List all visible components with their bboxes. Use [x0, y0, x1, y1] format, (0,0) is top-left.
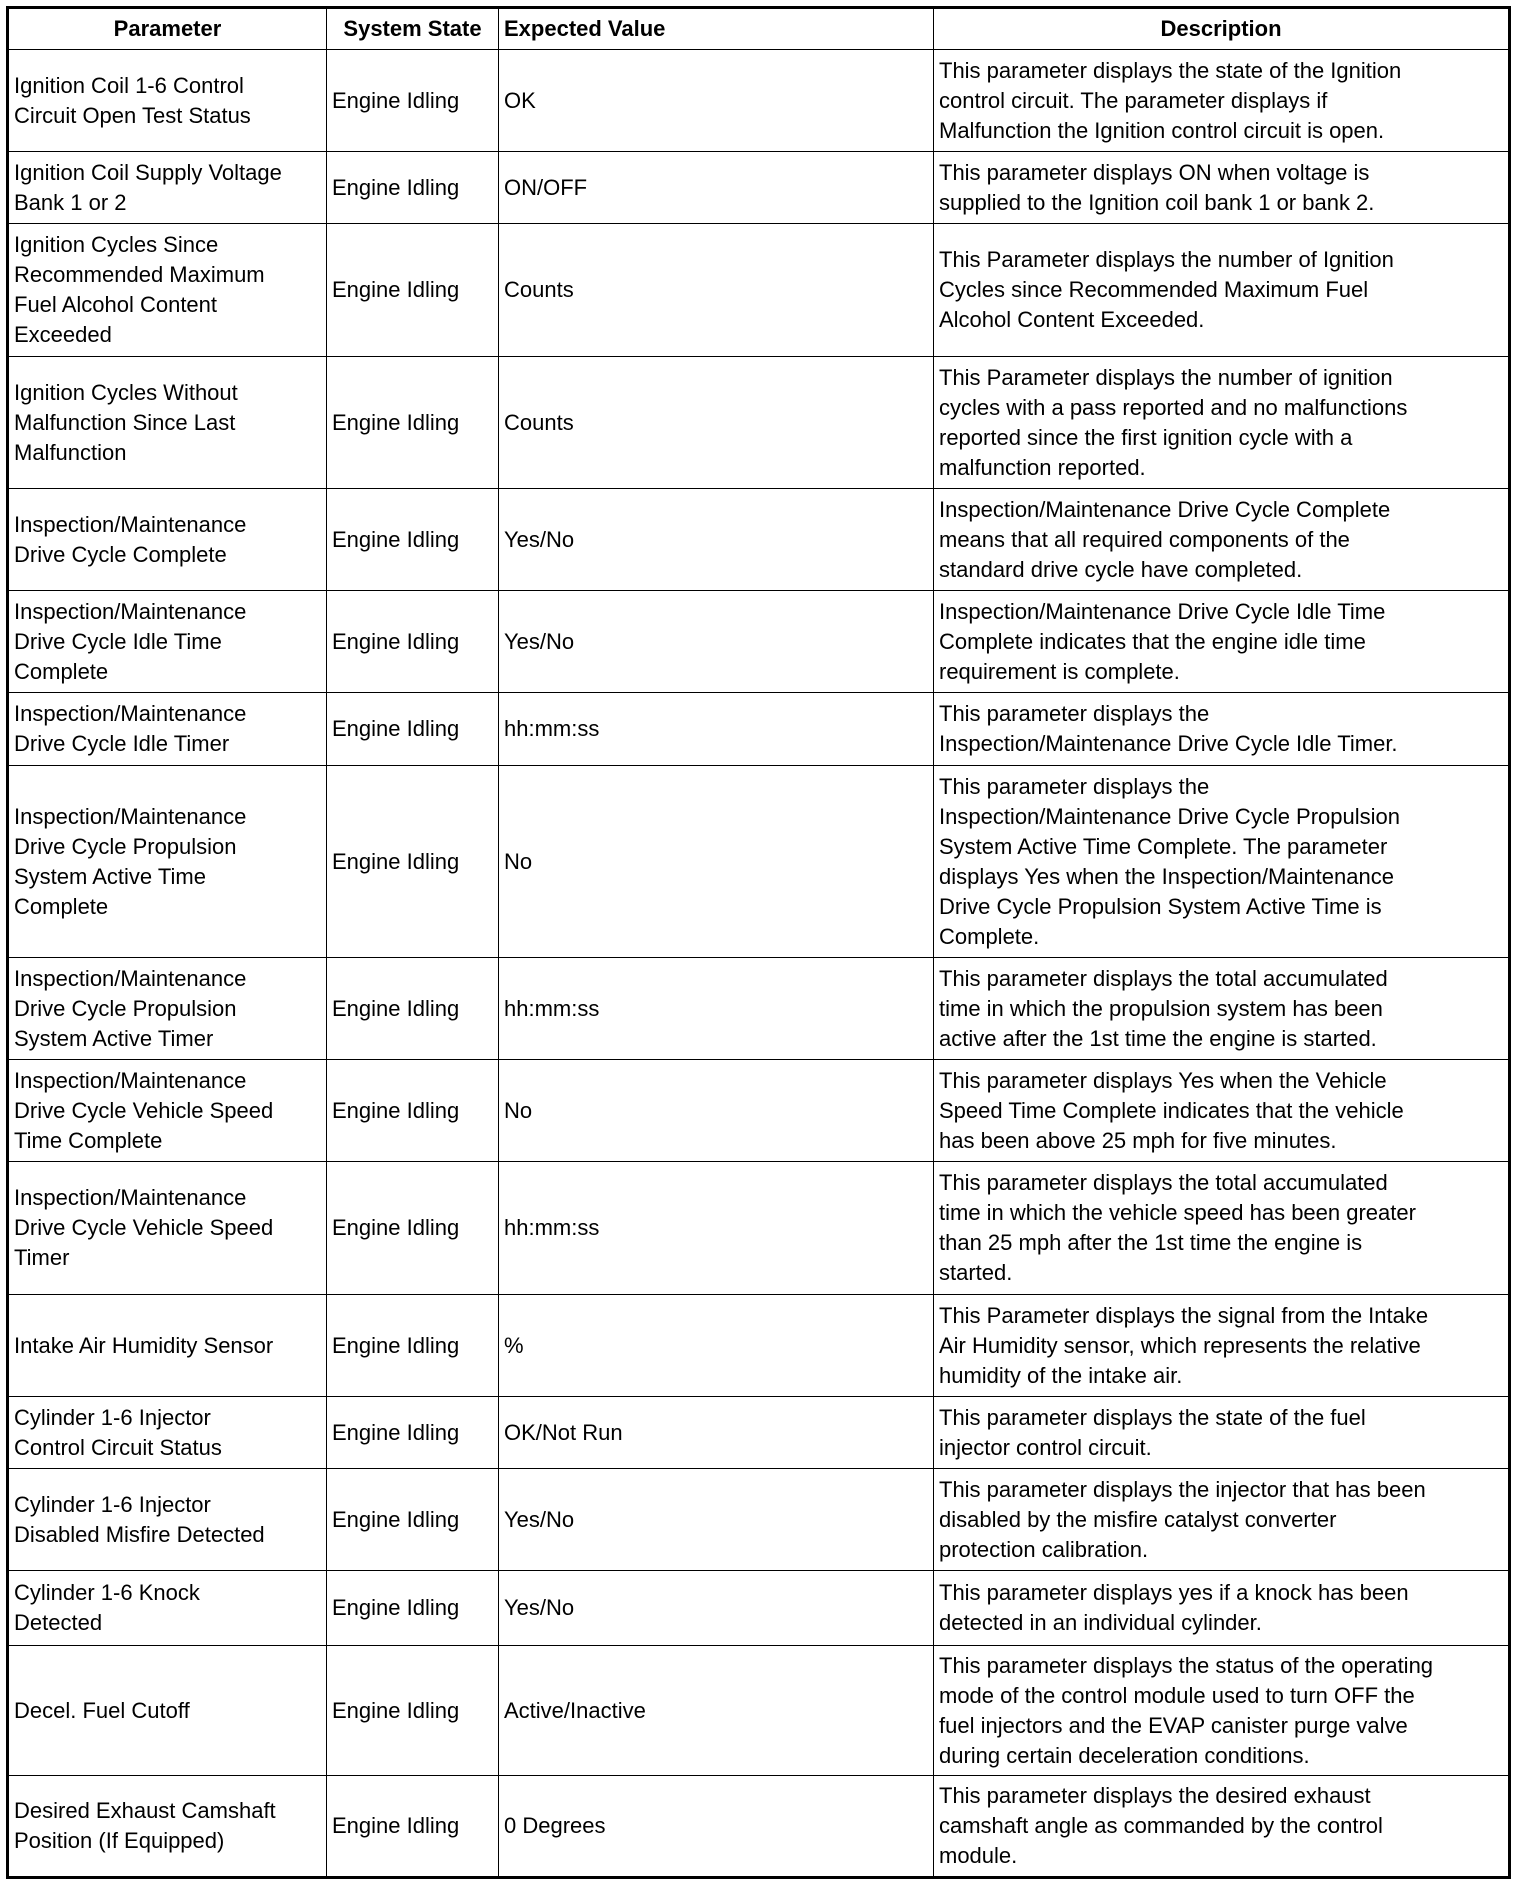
parameter-cell: Inspection/Maintenance Drive Cycle Idle Timer	[8, 693, 327, 766]
system-state-cell: Engine Idling	[327, 489, 499, 591]
parameter-cell: Cylinder 1-6 Knock Detected	[8, 1571, 327, 1646]
header-row	[8, 8, 1510, 50]
table-row	[8, 1295, 1510, 1397]
expected-value-cell: No	[499, 766, 934, 958]
table-row	[8, 357, 1510, 489]
parameter-cell: Inspection/Maintenance Drive Cycle Vehicle Speed Time Complete	[8, 1060, 327, 1162]
parameter-cell: Inspection/Maintenance Drive Cycle Complete	[8, 489, 327, 591]
description-cell: This Parameter displays the number of ignition cycles with a pass reported and no malfunctions reported since the first ignition cycle with a malfunction reported.	[934, 357, 1510, 489]
parameter-cell: Ignition Cycles Since Recommended Maximum Fuel Alcohol Content Exceeded	[8, 224, 327, 357]
description-cell: Inspection/Maintenance Drive Cycle Idle Time Complete indicates that the engine idle time requirement is complete.	[934, 591, 1510, 693]
parameter-cell: Inspection/Maintenance Drive Cycle Vehicle Speed Timer	[8, 1162, 327, 1295]
description-cell: This parameter displays the desired exhaust camshaft angle as commanded by the control module.	[934, 1776, 1510, 1878]
description-cell: This parameter displays the status of the operating mode of the control module used to turn OFF the fuel injectors and the EVAP canister purge valve during certain deceleration conditions.	[934, 1646, 1510, 1776]
parameter-cell: Ignition Coil 1-6 Control Circuit Open Test Status	[8, 50, 327, 152]
description-cell: Inspection/Maintenance Drive Cycle Complete means that all required components of the standard drive cycle have completed.	[934, 489, 1510, 591]
system-state-cell: Engine Idling	[327, 1571, 499, 1646]
system-state-cell: Engine Idling	[327, 1646, 499, 1776]
expected-value-cell: %	[499, 1295, 934, 1397]
description-cell: This parameter displays the Inspection/Maintenance Drive Cycle Propulsion System Active Time Complete. The parameter displays Yes when the Inspection/Maintenance Drive Cycle Propulsion System Active Time is Complete.	[934, 766, 1510, 958]
table-row	[8, 1469, 1510, 1571]
expected-value-cell: No	[499, 1060, 934, 1162]
system-state-cell: Engine Idling	[327, 1397, 499, 1469]
expected-value-cell: ON/OFF	[499, 152, 934, 224]
parameter-cell: Intake Air Humidity Sensor	[8, 1295, 327, 1397]
table-row	[8, 693, 1510, 766]
description-cell: This Parameter displays the signal from the Intake Air Humidity sensor, which represents the relative humidity of the intake air.	[934, 1295, 1510, 1397]
parameter-cell: Cylinder 1-6 Injector Disabled Misfire Detected	[8, 1469, 327, 1571]
system-state-cell: Engine Idling	[327, 591, 499, 693]
description-cell: This parameter displays the total accumulated time in which the vehicle speed has been greater than 25 mph after the 1st time the engine is started.	[934, 1162, 1510, 1295]
description-cell: This parameter displays the state of the fuel injector control circuit.	[934, 1397, 1510, 1469]
table-row	[8, 1776, 1510, 1878]
parameter-cell: Desired Exhaust Camshaft Position (If Equipped)	[8, 1776, 327, 1878]
table-row	[8, 1397, 1510, 1469]
expected-value-cell: Yes/No	[499, 1571, 934, 1646]
header-system-state: System State	[327, 8, 499, 50]
expected-value-cell: OK	[499, 50, 934, 152]
expected-value-cell: hh:mm:ss	[499, 1162, 934, 1295]
expected-value-cell: Yes/No	[499, 591, 934, 693]
description-cell: This parameter displays the injector that has been disabled by the misfire catalyst converter protection calibration.	[934, 1469, 1510, 1571]
table-row	[8, 50, 1510, 152]
system-state-cell: Engine Idling	[327, 1776, 499, 1878]
expected-value-cell: Yes/No	[499, 1469, 934, 1571]
parameter-cell: Decel. Fuel Cutoff	[8, 1646, 327, 1776]
description-cell: This parameter displays the state of the Ignition control circuit. The parameter displays if Malfunction the Ignition control circuit is open.	[934, 50, 1510, 152]
expected-value-cell: hh:mm:ss	[499, 693, 934, 766]
expected-value-cell: Active/Inactive	[499, 1646, 934, 1776]
parameter-table	[6, 6, 1511, 1879]
expected-value-cell: hh:mm:ss	[499, 958, 934, 1060]
expected-value-cell: Counts	[499, 357, 934, 489]
system-state-cell: Engine Idling	[327, 958, 499, 1060]
table-row	[8, 224, 1510, 357]
parameter-cell: Cylinder 1-6 Injector Control Circuit Status	[8, 1397, 327, 1469]
system-state-cell: Engine Idling	[327, 50, 499, 152]
description-cell: This Parameter displays the number of Ignition Cycles since Recommended Maximum Fuel Alcohol Content Exceeded.	[934, 224, 1510, 357]
system-state-cell: Engine Idling	[327, 152, 499, 224]
description-cell: This parameter displays ON when voltage is supplied to the Ignition coil bank 1 or bank 2.	[934, 152, 1510, 224]
table-row	[8, 591, 1510, 693]
expected-value-cell: Yes/No	[499, 489, 934, 591]
table-row	[8, 766, 1510, 958]
table-row	[8, 1162, 1510, 1295]
parameter-cell: Ignition Cycles Without Malfunction Since Last Malfunction	[8, 357, 327, 489]
system-state-cell: Engine Idling	[327, 1060, 499, 1162]
table-row	[8, 1060, 1510, 1162]
table-row	[8, 489, 1510, 591]
header-parameter: Parameter	[8, 8, 327, 50]
expected-value-cell: Counts	[499, 224, 934, 357]
parameter-cell: Inspection/Maintenance Drive Cycle Propulsion System Active Time Complete	[8, 766, 327, 958]
table-row	[8, 1571, 1510, 1646]
header-expected-value: Expected Value	[499, 8, 934, 50]
description-cell: This parameter displays the total accumulated time in which the propulsion system has been active after the 1st time the engine is started.	[934, 958, 1510, 1060]
table-row	[8, 1646, 1510, 1776]
system-state-cell: Engine Idling	[327, 1295, 499, 1397]
parameter-cell: Inspection/Maintenance Drive Cycle Idle Time Complete	[8, 591, 327, 693]
system-state-cell: Engine Idling	[327, 1162, 499, 1295]
expected-value-cell: OK/Not Run	[499, 1397, 934, 1469]
description-cell: This parameter displays Yes when the Vehicle Speed Time Complete indicates that the vehicle has been above 25 mph for five minutes.	[934, 1060, 1510, 1162]
header-description: Description	[934, 8, 1510, 50]
table-row	[8, 958, 1510, 1060]
system-state-cell: Engine Idling	[327, 693, 499, 766]
expected-value-cell: 0 Degrees	[499, 1776, 934, 1878]
parameter-cell: Ignition Coil Supply Voltage Bank 1 or 2	[8, 152, 327, 224]
system-state-cell: Engine Idling	[327, 1469, 499, 1571]
description-cell: This parameter displays yes if a knock has been detected in an individual cylinder.	[934, 1571, 1510, 1646]
parameter-cell: Inspection/Maintenance Drive Cycle Propulsion System Active Timer	[8, 958, 327, 1060]
description-cell: This parameter displays the Inspection/Maintenance Drive Cycle Idle Timer.	[934, 693, 1510, 766]
table-row	[8, 152, 1510, 224]
system-state-cell: Engine Idling	[327, 357, 499, 489]
system-state-cell: Engine Idling	[327, 224, 499, 357]
system-state-cell: Engine Idling	[327, 766, 499, 958]
